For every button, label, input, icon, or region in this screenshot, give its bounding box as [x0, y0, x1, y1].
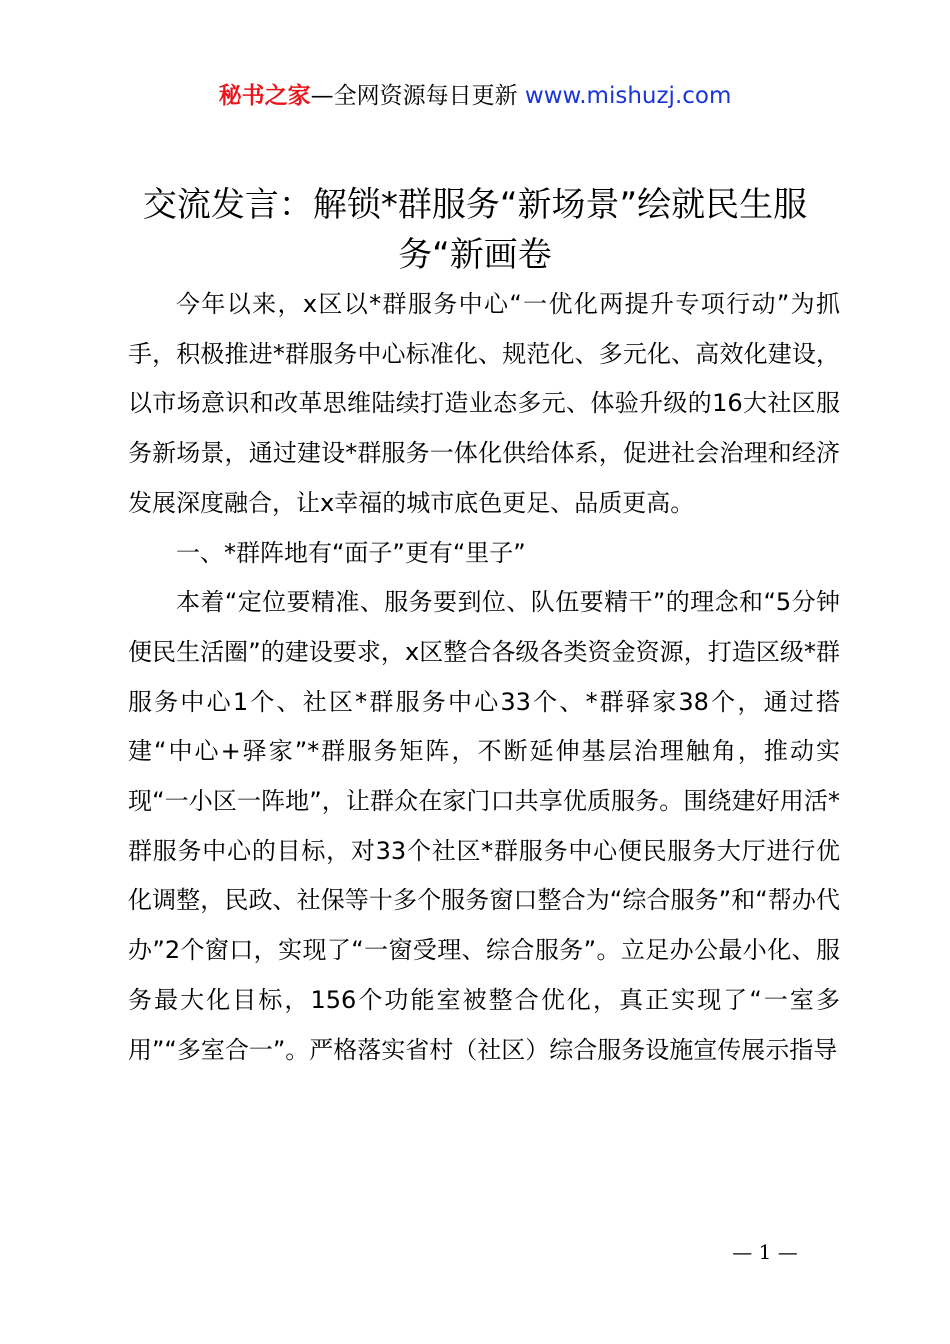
document-title: 交流发言：解锁*群服务“新场景”绘就民生服务“新画卷: [142, 185, 808, 275]
site-header: [0, 80, 950, 112]
document-body: [128, 280, 840, 1075]
intro-paragraph: 今年以来，x区以*群服务中心“一优化两提升专项行动”为抓手，积极推进*群服务中心标准化、规范化、多元化、高效化建设，以市场意识和改革思维陆续打造业态多元、体验升级的16大社区服务新场景，通过建设*群服务一体化供给体系，促进社会治理和经济发展深度融合，让x幸福的城市底色更足、品质更高。: [128, 290, 840, 517]
page-number: — 1 —: [732, 1240, 798, 1264]
site-brand: 秘书之家: [218, 83, 311, 109]
site-url[interactable]: www.mishuzj.com: [524, 83, 732, 109]
section-heading: 一、*群阵地有“面子”更有“里子”: [176, 538, 526, 567]
site-tagline: —全网资源每日更新: [310, 83, 518, 109]
body-paragraph: 本着“定位要精准、服务要到位、队伍要精干”的理念和“5分钟便民生活圈”的建设要求，x区整合各级各类资金资源，打造区级*群服务中心1个、社区*群服务中心33个、*群驿家38个，通过搭建“中心+驿家”*群服务矩阵，不断延伸基层治理触角，推动实现“一小区一阵地”，让群众在家门口共享优质服务。围绕建好用活*群服务中心的目标，对33个社区*群服务中心便民服务大厅进行优化调整，民政、社保等十多个服务窗口整合为“综合服务”和“帮办代办”2个窗口，实现了“一窗受理、综合服务”。立足办公最小化、服务最大化目标，156个功能室被整合优化，真正实现了“一室多用”“多室合一”。严格落实省村（社区）综合服务设施宣传展示指导: [128, 588, 840, 1064]
